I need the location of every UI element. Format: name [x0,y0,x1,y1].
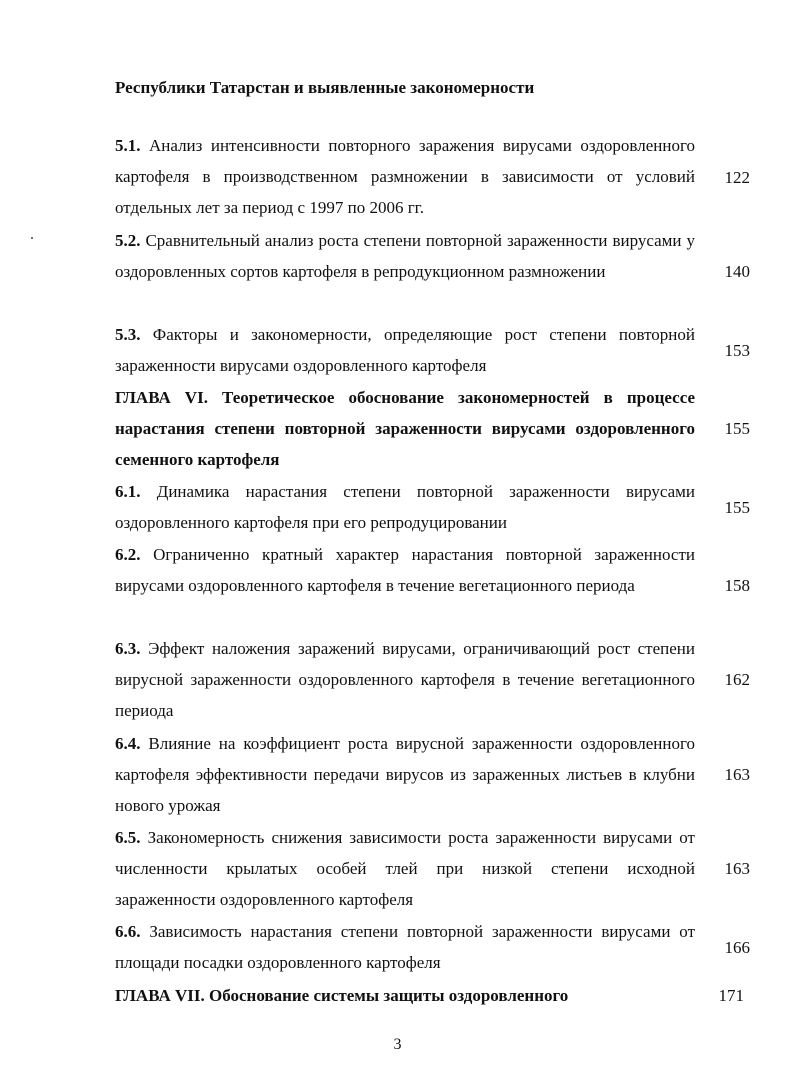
toc-entry-title: Эффект наложения заражений вирусами, ограничивающий рост степени вирусной зараженности оздоровленного картофеля в течение вегетационного периода [115,639,695,720]
section-header-continuation: Республики Татарстан и выявленные закономерности [115,78,535,97]
toc-entry-number: 6.5. [115,828,141,847]
toc-page-number: 122 [724,168,750,187]
toc-entry-title: Влияние на коэффициент роста вирусной зараженности оздоровленного картофеля эффективности передачи вирусов из зараженных листьев в клубни нового урожая [115,734,695,815]
toc-entry-number: 5.1. [115,136,141,155]
toc-page-number: 140 [724,262,750,281]
toc-entry-number: 6.1. [115,482,141,501]
toc-page-number: 158 [724,576,750,595]
toc-entry-number: 6.2. [115,545,141,564]
toc-page-number: 155 [724,498,750,517]
toc-entry-6-1 [115,476,695,538]
toc-chapter-title: ГЛАВА VI. Теоретическое обоснование закономерностей в процессе нарастания степени повторной зараженности вирусами оздоровленного семенного картофеля [115,388,695,469]
toc-entry-5-1 [115,130,695,223]
toc-entry-number: 6.6. [115,922,141,941]
toc-entry-6-4 [115,728,695,821]
toc-page-number: 153 [724,341,750,360]
toc-chapter-6 [115,382,695,475]
toc-entry-6-2 [115,539,695,601]
toc-page-number: 163 [724,859,750,878]
toc-entry-title: Сравнительный анализ роста степени повторной зараженности вирусами у оздоровленных сортов картофеля в репродукционном размножении [115,231,695,281]
toc-page-number: 162 [724,670,750,689]
toc-page-number: 155 [724,419,750,438]
toc-entry-5-2 [115,225,695,287]
toc-entry-5-3 [115,319,695,381]
toc-entry-title: Ограниченно кратный характер нарастания повторной зараженности вирусами оздоровленного картофеля в течение вегетационного периода [115,545,695,595]
toc-entry-number: 6.3. [115,639,141,658]
toc-entry-title: Анализ интенсивности повторного заражения вирусами оздоровленного картофеля в производственном размножении в зависимости от условий отдельных лет за период с 1997 по 2006 гг. [115,136,695,217]
toc-entry-title: Зависимость нарастания степени повторной зараженности вирусами от площади посадки оздоровленного картофеля [115,922,696,972]
toc-chapter-title: ГЛАВА VII. Обоснование системы защиты оздоровленного [115,986,569,1005]
footer-page-number: 3 [393,1036,402,1053]
toc-entry-6-5 [115,822,695,915]
toc-entry-6-3 [115,633,695,726]
toc-chapter-7 [115,980,695,1011]
toc-page-number: 163 [724,765,750,784]
toc-entry-number: 5.2. [115,231,141,250]
toc-entry-title: Динамика нарастания степени повторной зараженности вирусами оздоровленного картофеля при его репродуцировании [115,482,696,532]
toc-entry-6-6 [115,916,695,978]
toc-entry-number: 5.3. [115,325,141,344]
toc-page-number: 166 [724,938,750,957]
toc-entry-title: Закономерность снижения зависимости роста зараженности вирусами от численности крылатых особей тлей при низкой степени исходной зараженности оздоровленного картофеля [115,828,695,909]
toc-entry-title: Факторы и закономерности, определяющие рост степени повторной зараженности вирусами оздоровленного картофеля [115,325,695,375]
scan-speck [31,237,33,239]
toc-entry-number: 6.4. [115,734,141,753]
toc-page-number: 171 [718,986,744,1005]
